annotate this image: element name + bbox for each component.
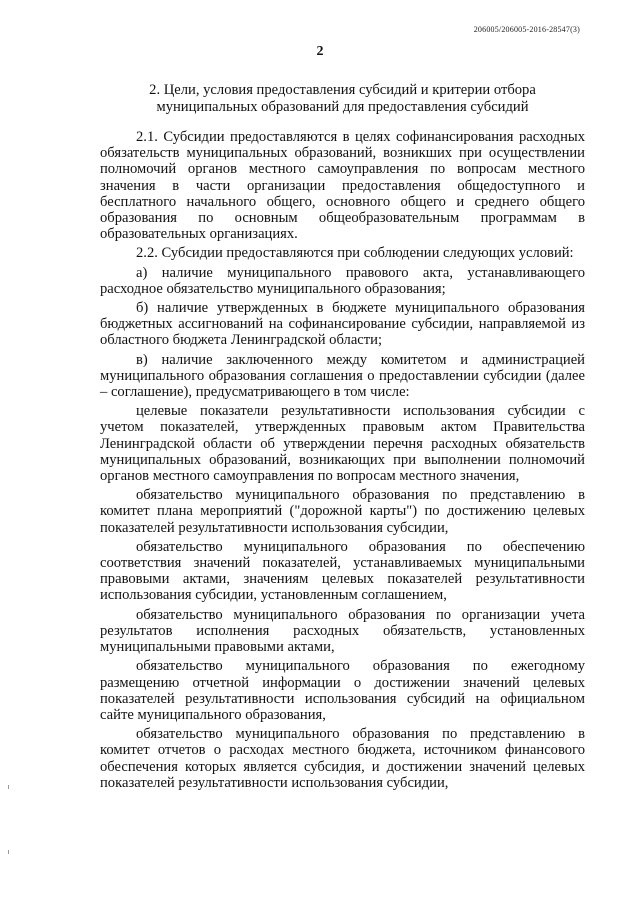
scan-mark bbox=[8, 850, 9, 854]
paragraph-2-1: 2.1. Субсидии предоставляются в целях софинансирования расходных обязательств муниципальных образований, возникших при осуществлении полномочий органов местного самоуправления по вопросам местного значения в части организации предоставления общедоступного и бесплатного начального общего, основного общего и среднего общего образования по основным общеобразовательным программам в образовательных организациях. bbox=[100, 129, 585, 243]
condition-c: в) наличие заключенного между комитетом и администрацией муниципального образования соглашения о предоставлении субсидии (далее – соглашение), предусматривающего в том числе: bbox=[100, 351, 585, 401]
agreement-item-roadmap: обязательство муниципального образования по представлению в комитет плана мероприятий ("дорожной карты") по достижению целевых показателей результативности использования субсидии, bbox=[100, 487, 585, 536]
condition-b: б) наличие утвержденных в бюджете муниципального образования бюджетных ассигнований на софинансирование субсидии, направляемой из областного бюджета Ленинградской области; bbox=[100, 300, 585, 349]
page-number: 2 bbox=[316, 44, 324, 59]
document-id: 206005/206005-2016-28547(3) bbox=[473, 25, 580, 34]
scan-mark bbox=[8, 785, 9, 789]
section-title-line-2: муниципальных образований для предоставления субсидий bbox=[156, 99, 529, 115]
agreement-item-reporting-website: обязательство муниципального образования по ежегодному размещению отчетной информации о достижении значений целевых показателей результативности использования субсидий на официальном сайте муниципального образования, bbox=[100, 658, 585, 723]
agreement-item-target-indicators: целевые показатели результативности использования субсидии с учетом показателей, утвержденных правовым актом Правительства Ленинградской области об утверждении перечня расходных обязательств муниципальных образований, возникающих при выполнении полномочий органов местного самоуправления по вопросам местного значения, bbox=[100, 403, 585, 485]
section-title bbox=[100, 82, 585, 116]
agreement-item-accounting: обязательство муниципального образования по организации учета результатов исполнения расходных обязательств, установленных муниципальными правовыми актами, bbox=[100, 606, 585, 656]
agreement-item-expense-reports: обязательство муниципального образования по представлению в комитет отчетов о расходах местного бюджета, источником финансового обеспечения которых является субсидия, и достижении значений целевых показателей результативности использования субсидии, bbox=[100, 726, 585, 791]
agreement-item-indicator-compliance: обязательство муниципального образования по обеспечению соответствия значений показателей, устанавливаемых муниципальными правовыми актами, значениям целевых показателей результативности использования субсидии, установленным соглашением, bbox=[100, 538, 585, 604]
paragraph-2-2: 2.2. Субсидии предоставляются при соблюдении следующих условий: bbox=[136, 245, 574, 262]
document-body bbox=[100, 129, 585, 794]
condition-a: а) наличие муниципального правового акта, устанавливающего расходное обязательство муниципального образования; bbox=[100, 264, 585, 297]
section-title-line-1: 2. Цели, условия предоставления субсидий и критерии отбора bbox=[149, 82, 536, 98]
